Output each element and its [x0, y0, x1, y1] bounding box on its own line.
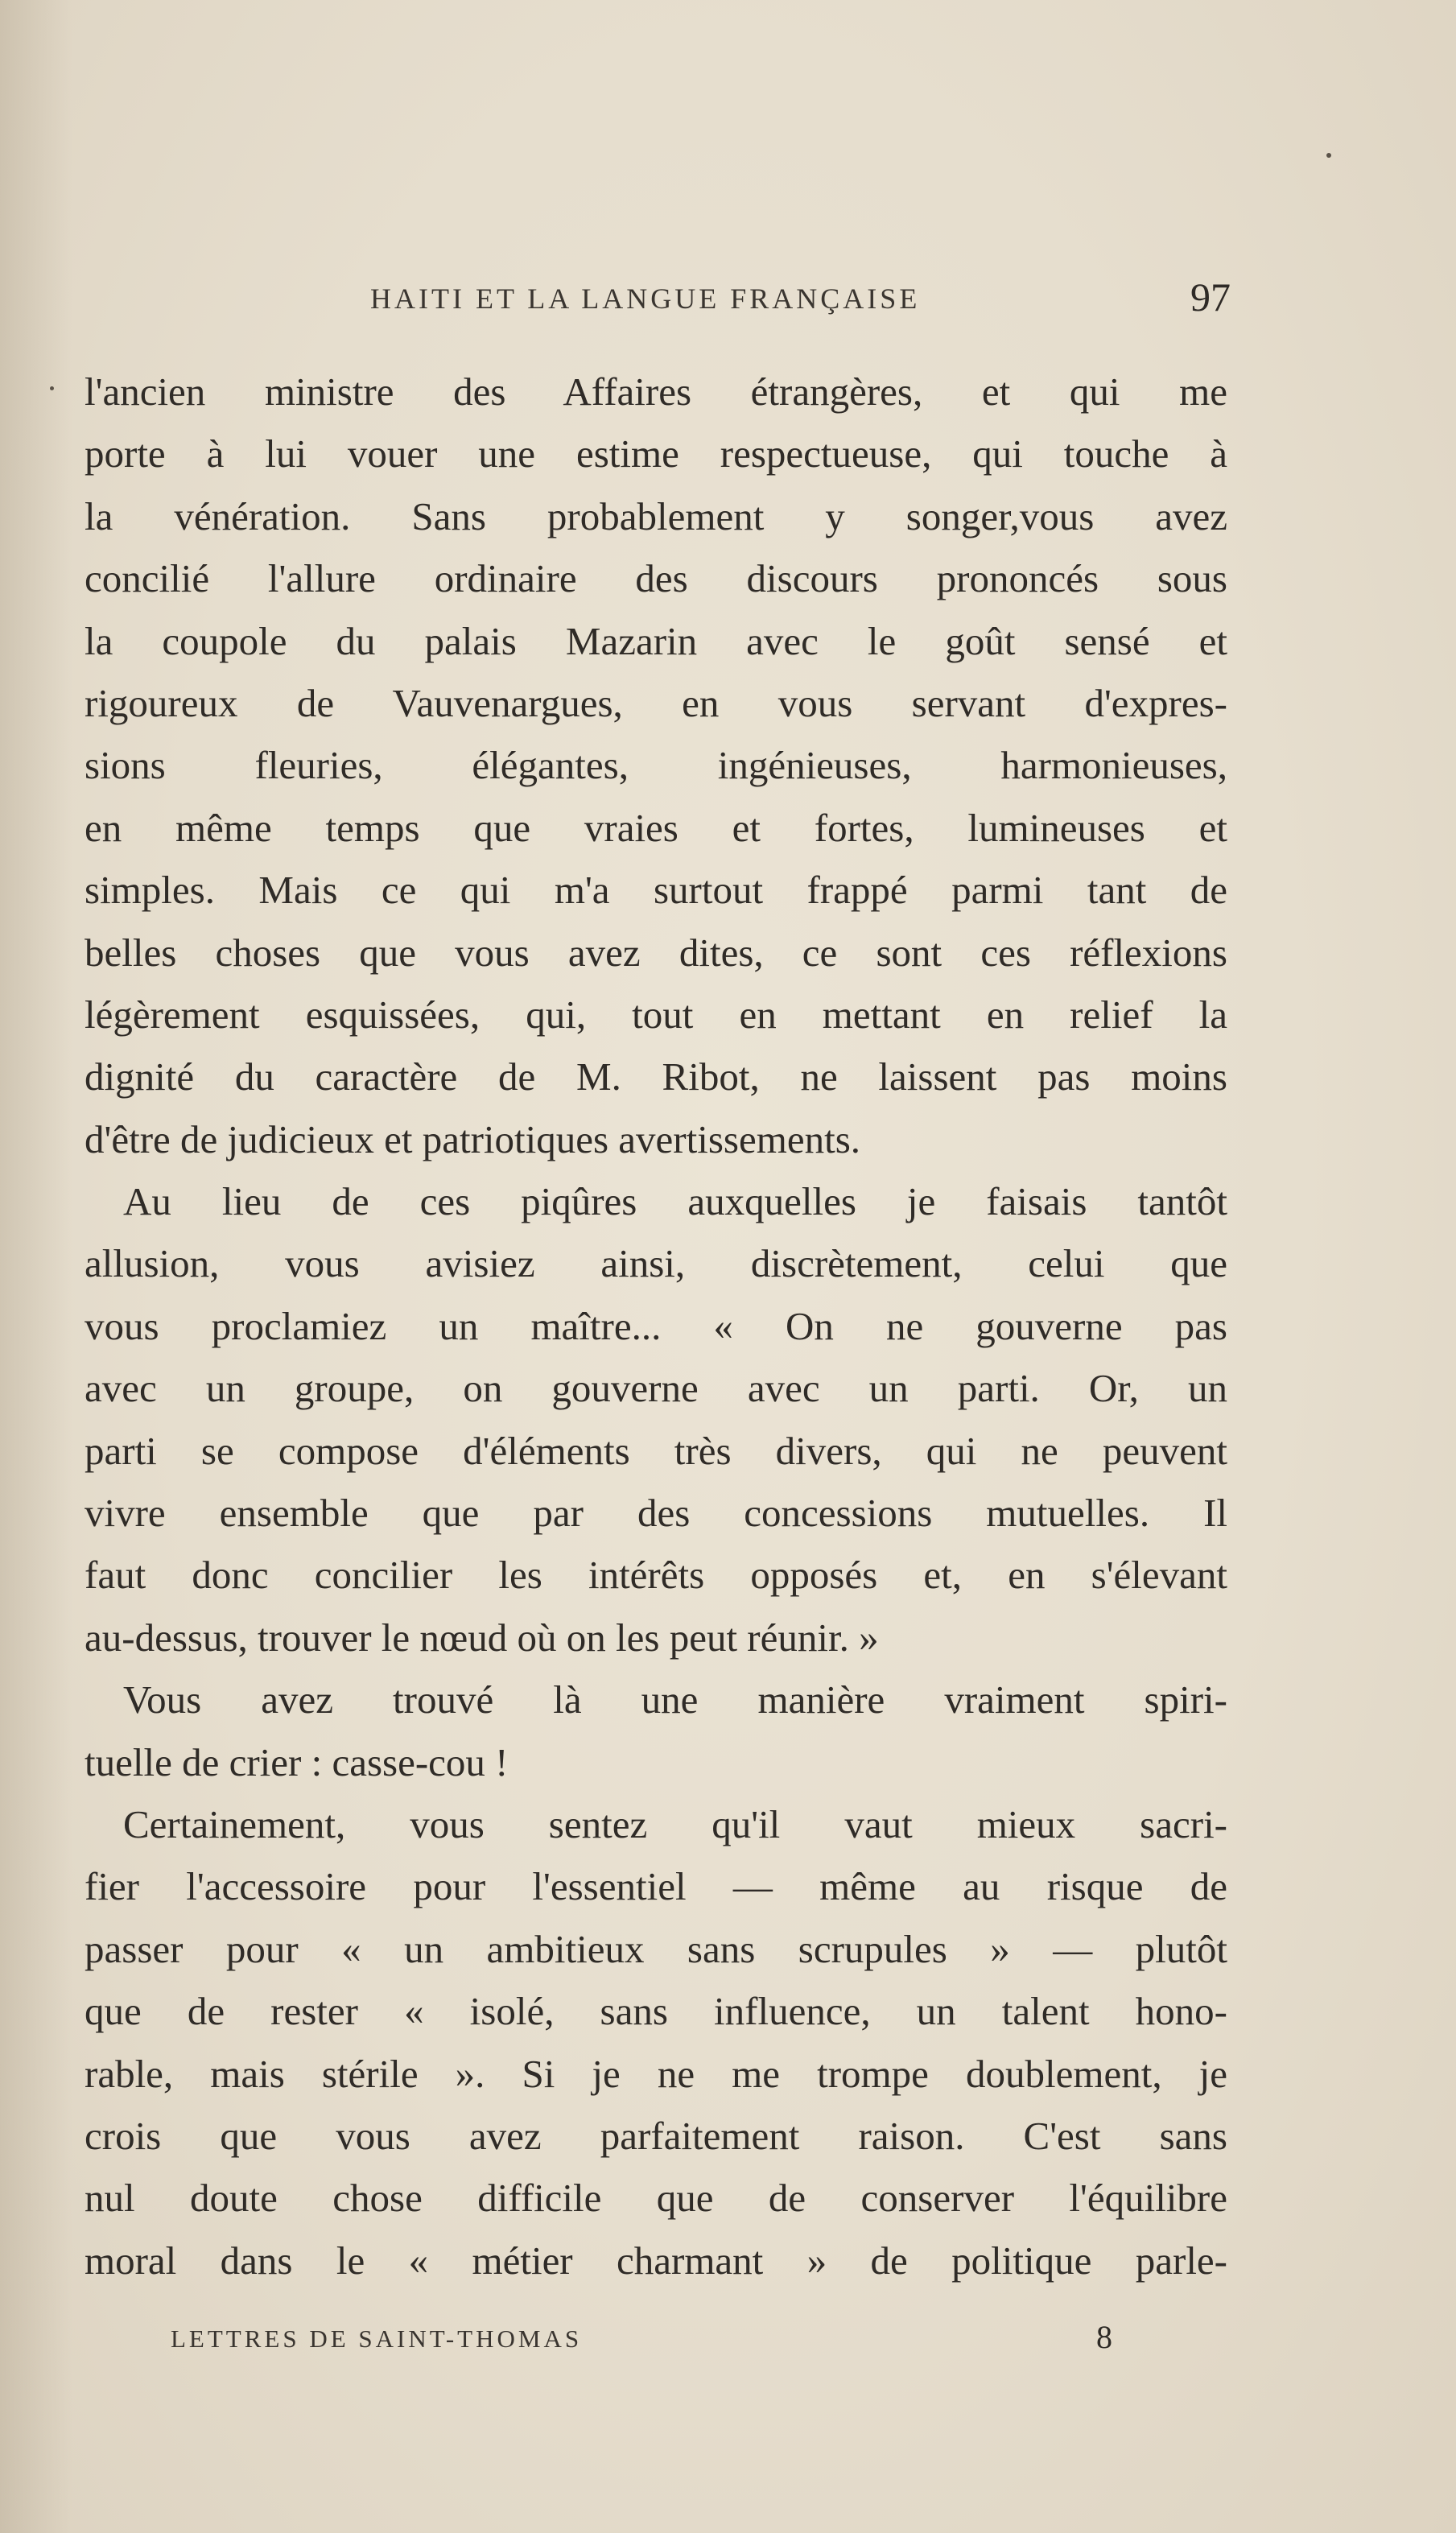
text-line: vous proclamiez un maître... « On ne gouverne pas: [85, 1303, 1227, 1348]
page-number: 97: [1190, 274, 1231, 320]
body-text: [85, 361, 1227, 2292]
text-line: Vous avez trouvé là une manière vraiment spiri-: [123, 1677, 1227, 1722]
text-line: nul doute chose difficile que de conserver l'équilibre: [85, 2176, 1227, 2221]
text-line: faut donc concilier les intérêts opposés et, en s'élevant: [85, 1553, 1227, 1598]
text-line: vivre ensemble que par des concessions mutuelles. Il: [85, 1491, 1227, 1536]
text-line: porte à lui vouer une estime respectueuse, qui touche à: [85, 431, 1227, 476]
text-line: en même temps que vraies et fortes, lumineuses et: [85, 805, 1227, 850]
signature-mark: LETTRES DE SAINT-THOMAS: [171, 2325, 583, 2353]
text-line: allusion, vous avisiez ainsi, discrètement, celui que: [85, 1241, 1227, 1286]
text-line: passer pour « un ambitieux sans scrupules » — plutôt: [85, 1926, 1227, 1971]
text-line: d'être de judicieux et patriotiques avertissements.: [85, 1116, 861, 1161]
text-line: légèrement esquissées, qui, tout en mettant en relief la: [85, 992, 1227, 1037]
text-line: rable, mais stérile ». Si je ne me trompe doublement, je: [85, 2051, 1227, 2096]
paper-speck: [50, 386, 54, 390]
text-line: Au lieu de ces piqûres auxquelles je faisais tantôt: [123, 1179, 1227, 1224]
page-header: [89, 274, 1231, 322]
text-line: moral dans le « métier charmant » de politique parle-: [85, 2238, 1227, 2283]
text-line: Certainement, vous sentez qu'il vaut mieux sacri-: [123, 1801, 1227, 1846]
text-line: concilié l'allure ordinaire des discours prononcés sous: [85, 556, 1227, 601]
text-line: crois que vous avez parfaitement raison. C'est sans: [85, 2113, 1227, 2158]
text-line: belles choses que vous avez dites, ce sont ces réflexions: [85, 930, 1227, 975]
paper-speck: [1326, 153, 1331, 158]
text-line: sions fleuries, élégantes, ingénieuses, harmonieuses,: [85, 743, 1227, 788]
text-line: tuelle de crier : casse-cou !: [85, 1739, 509, 1784]
text-line: que de rester « isolé, sans influence, un talent hono-: [85, 1989, 1227, 2034]
text-line: avec un groupe, on gouverne avec un parti. Or, un: [85, 1366, 1227, 1411]
text-line: dignité du caractère de M. Ribot, ne laissent pas moins: [85, 1054, 1227, 1099]
page-footer: [171, 2318, 1136, 2366]
text-line: l'ancien ministre des Affaires étrangères, et qui me: [85, 369, 1227, 414]
text-line: simples. Mais ce qui m'a surtout frappé parmi tant de: [85, 868, 1227, 913]
running-head: HAITI ET LA LANGUE FRANÇAISE: [370, 283, 921, 315]
text-line: au-dessus, trouver le nœud où on les peut réunir. »: [85, 1615, 879, 1660]
text-line: rigoureux de Vauvenargues, en vous servant d'expres-: [85, 680, 1227, 725]
text-line: la vénération. Sans probablement y songer,vous avez: [85, 493, 1227, 538]
text-line: la coupole du palais Mazarin avec le goût sensé et: [85, 618, 1227, 663]
text-line: parti se compose d'éléments très divers, qui ne peuvent: [85, 1428, 1227, 1473]
signature-number: 8: [1096, 2319, 1112, 2355]
text-line: fier l'accessoire pour l'essentiel — même au risque de: [85, 1864, 1227, 1909]
